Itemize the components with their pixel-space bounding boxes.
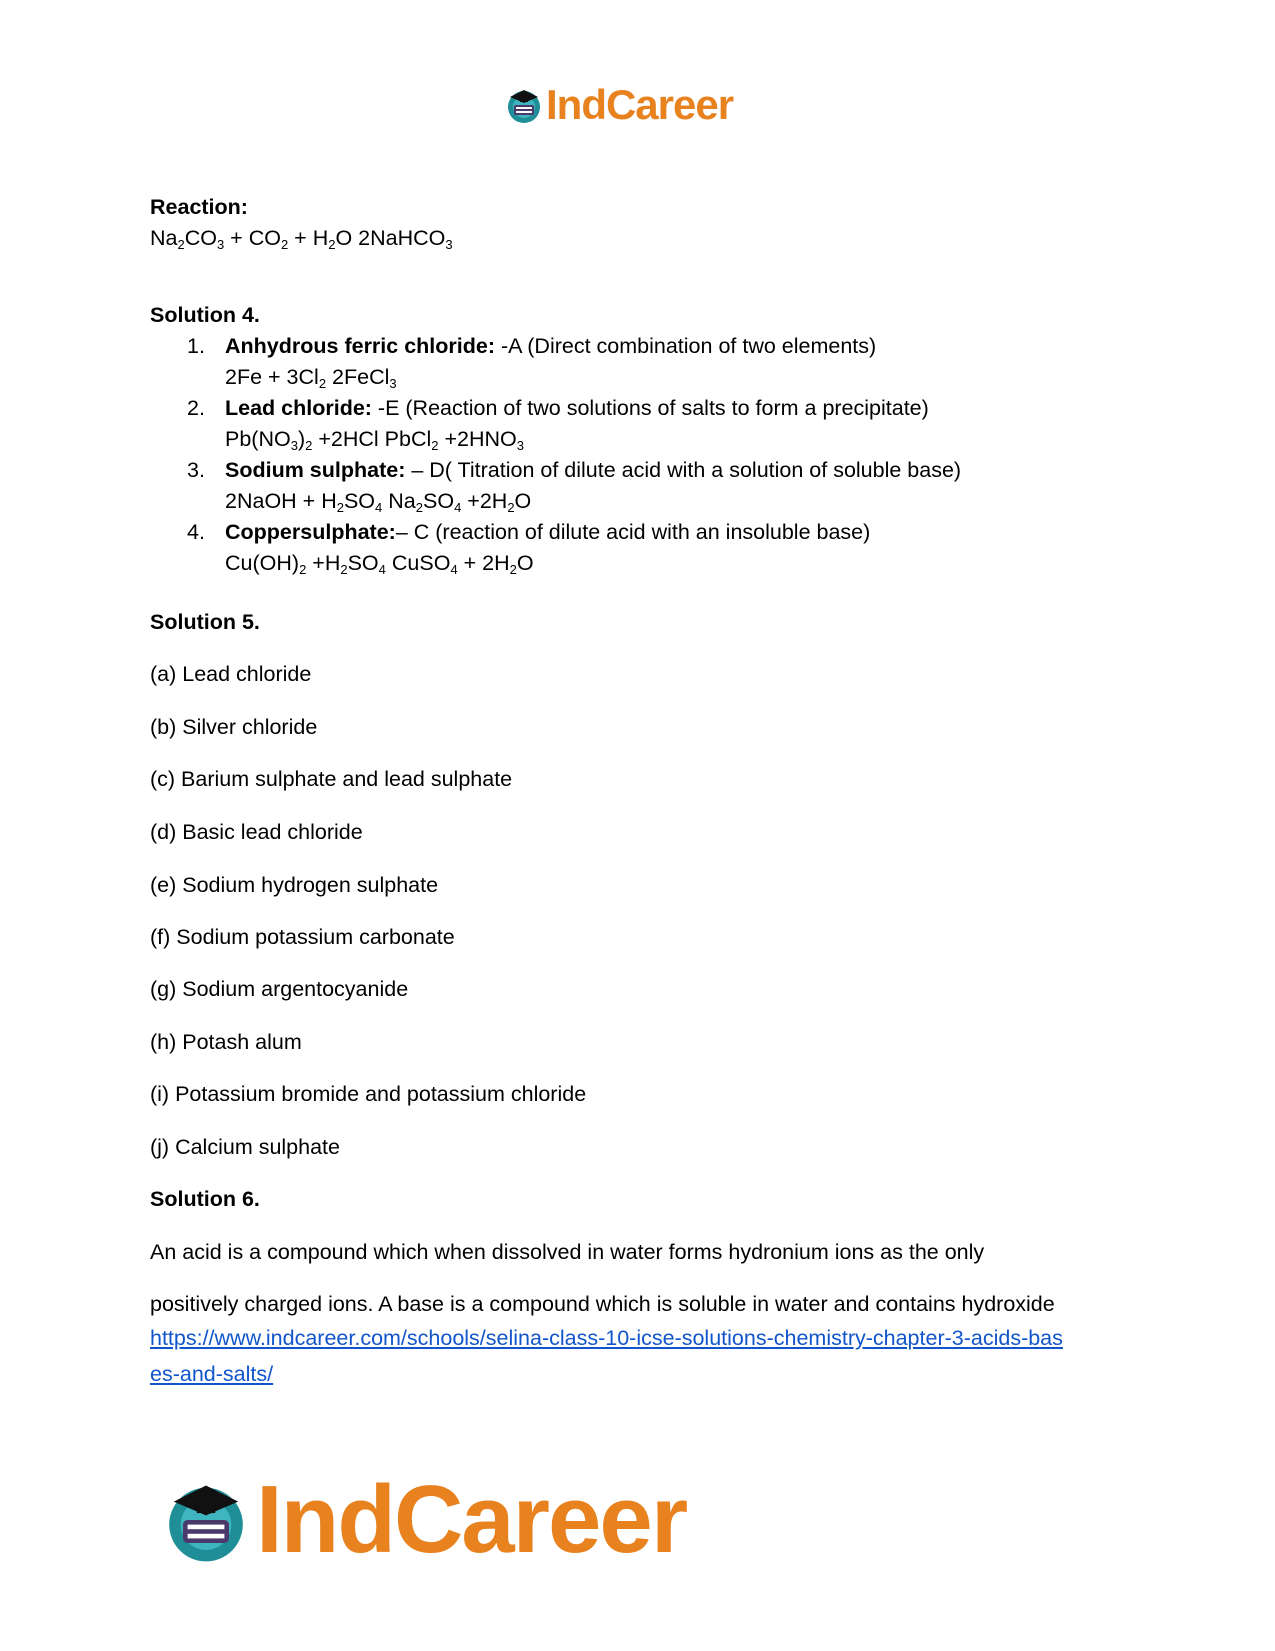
solution5-answer-i: (i) Potassium bromide and potassium chloride (150, 1081, 587, 1106)
solution5-answer-h: (h) Potash alum (150, 1029, 302, 1054)
list-item: 2. Lead chloride: -E (Reaction of two solutions of salts to form a precipitate) $Pb(NO_3)_2 +2HCl$ PbCl$_2$ $+2HNO_3$ (187, 396, 929, 453)
graduation-cap-globe-icon (504, 85, 544, 125)
solution5-answer-g: (g) Sodium argentocyanide (150, 976, 409, 1001)
solution4-list (150, 331, 1150, 579)
reaction-heading: Reaction: (150, 194, 248, 219)
solution5-answer-j: (j) Calcium sulphate (150, 1134, 340, 1159)
solution6-text: An acid is a compound which when dissolved in water forms hydronium ions as the only positively charged ions. A base is a compound which is soluble in water and contains hydroxide (150, 1239, 1055, 1316)
solution5-answer-e: (e) Sodium hydrogen sulphate (150, 872, 439, 897)
footer-link-line2[interactable]: es-and-salts/ (150, 1362, 274, 1386)
logo-text: IndCareer (256, 1466, 687, 1573)
solution5-answer-a: (a) Lead chloride (150, 661, 312, 686)
solution6-heading: Solution 6. (150, 1186, 260, 1211)
list-item: 3. Sodium sulphate: – D( Titration of dilute acid with a solution of soluble base) 2NaOH + $H_2SO_4$ $Na_2SO_4 +2H_2O$ (187, 458, 962, 515)
logo-text: IndCareer (546, 81, 734, 128)
solution4-heading: Solution 4. (150, 302, 260, 327)
footer-link-line1[interactable]: https://www.indcareer.com/schools/selina-class-10-icse-solutions-chemistry-chapter-3-acids-bas (150, 1326, 1063, 1350)
reaction-equation: $Na_2CO_3 + CO_2 + H_2O$ 2NaHCO$_3$ (150, 226, 453, 252)
solution5-answer-d: (d) Basic lead chloride (150, 819, 363, 844)
footer-logo (160, 1465, 686, 1575)
list-item: 4. Coppersulphate:– C (reaction of dilute acid with an insoluble base) $Cu(OH)_2 +H_2SO_4$ CuSO$_4$ + $2H_2O$ (187, 520, 871, 577)
list-item: 1. Anhydrous ferric chloride: -A (Direct combination of two elements) $2Fe + 3Cl_2$ 2FeCl$_3$ (187, 334, 877, 391)
solution5-answer-f: (f) Sodium potassium carbonate (150, 924, 455, 949)
solution5-answer-c: (c) Barium sulphate and lead sulphate (150, 766, 513, 791)
solution5-heading: Solution 5. (150, 609, 260, 634)
footer-link[interactable] (150, 1320, 1150, 1392)
header-logo (504, 80, 733, 130)
graduation-cap-globe-icon (160, 1474, 252, 1566)
solution5-answer-b: (b) Silver chloride (150, 714, 318, 739)
